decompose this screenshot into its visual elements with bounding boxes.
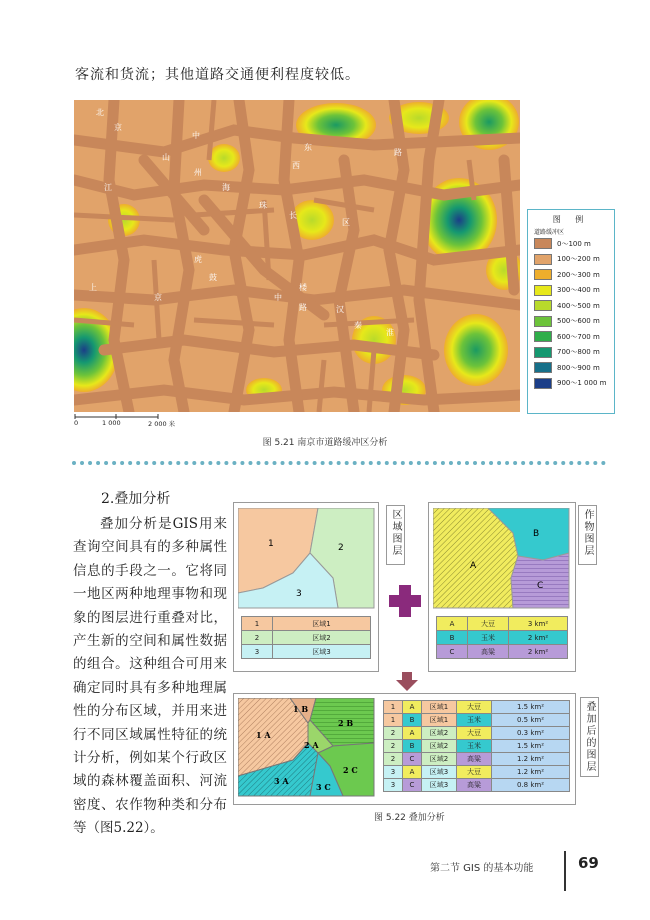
region-table: 1 区域1 2 区域2 3 区域3 <box>241 616 371 659</box>
crop-table: A 大豆 3 km² B 玉米 2 km² C 高粱 2 km² <box>436 616 568 659</box>
table-cell: 2 <box>384 753 403 766</box>
street-label: 鼓 <box>209 273 217 282</box>
table-cell: 1 <box>384 701 403 714</box>
street-label: 州 <box>194 168 202 177</box>
table-cell: 0.8 km² <box>492 779 570 792</box>
table-cell: C <box>403 753 422 766</box>
legend-label: 200～300 m <box>557 270 600 279</box>
street-label: 中 <box>192 131 200 140</box>
poly-label-1B: 1 B <box>293 704 309 714</box>
legend-swatch <box>534 331 552 342</box>
legend-row <box>534 236 614 252</box>
table-row <box>384 753 570 766</box>
crop-layer-map <box>433 508 573 612</box>
legend-title: 图 例 <box>552 215 590 224</box>
map-legend <box>527 209 615 414</box>
street-label: 京 <box>114 123 122 132</box>
street-label: 北 <box>96 108 104 117</box>
poly-label-3A: 3 A <box>274 776 289 786</box>
scale-label-2000: 2 000 米 <box>148 420 176 428</box>
footer-section-title: 第二节 GIS 的基本功能 <box>430 863 534 874</box>
table-row <box>384 779 570 792</box>
legend-swatch <box>534 316 552 327</box>
legend-swatch <box>534 362 552 373</box>
table-cell: B <box>403 714 422 727</box>
legend-swatch <box>534 285 552 296</box>
legend-subtitle: 道路缓冲区 <box>534 229 565 236</box>
crop-layer-label: 作物图层 <box>578 505 597 565</box>
street-label: 京 <box>154 293 162 302</box>
crop-layer-panel <box>428 502 576 672</box>
poly-label-3: 3 <box>296 589 302 599</box>
legend-swatch <box>534 254 552 265</box>
poly-label-2A: 2 A <box>304 740 319 750</box>
table-cell: A <box>403 701 422 714</box>
legend-row <box>534 376 614 392</box>
poly-label-1A: 1 A <box>256 730 271 740</box>
legend-row <box>534 252 614 268</box>
legend-row <box>534 283 614 299</box>
table-cell: 区域1 <box>422 714 457 727</box>
region-layer-label: 区域图层 <box>386 505 405 565</box>
poly-label-B: B <box>533 529 540 539</box>
table-cell: 3 <box>384 766 403 779</box>
table-cell: 1.2 km² <box>492 766 570 779</box>
street-label: 路 <box>394 148 402 157</box>
scale-bar <box>74 414 194 430</box>
table-cell: 区域1 <box>422 701 457 714</box>
legend-swatch <box>534 238 552 249</box>
result-table <box>383 700 570 792</box>
street-label: 山 <box>162 153 170 162</box>
legend-label: 700～800 m <box>557 348 600 357</box>
table-cell: A <box>403 727 422 740</box>
result-layer-label: 叠加后的图层 <box>580 697 599 777</box>
poly-label-A: A <box>470 561 477 571</box>
table-cell: 区域2 <box>422 727 457 740</box>
table-cell: 区域2 <box>422 753 457 766</box>
table-cell: 3 <box>384 779 403 792</box>
street-label: 淮 <box>386 328 394 337</box>
poly-label-1: 1 <box>268 539 274 549</box>
legend-row <box>534 267 614 283</box>
street-label: 中 <box>274 293 282 302</box>
body-text <box>73 513 227 841</box>
table-row <box>384 714 570 727</box>
legend-label: 600～700 m <box>557 332 600 341</box>
legend-row <box>534 298 614 314</box>
legend-swatch <box>534 269 552 280</box>
poly-label-2B: 2 B <box>338 718 354 728</box>
street-label: 区 <box>342 218 350 227</box>
table-cell: 2 <box>384 727 403 740</box>
legend-swatch <box>534 300 552 311</box>
legend-label: 800～900 m <box>557 363 600 372</box>
section-divider <box>72 461 606 465</box>
legend-label: 900～1 000 m <box>557 379 607 388</box>
legend-row <box>534 345 614 361</box>
poly-label-2C: 2 C <box>343 765 358 775</box>
legend-label: 0～100 m <box>557 239 591 248</box>
footer-rule <box>564 851 566 891</box>
street-label: 楼 <box>299 283 307 292</box>
street-label: 汉 <box>336 305 344 314</box>
legend-label: 300～400 m <box>557 286 600 295</box>
street-label: 东 <box>304 143 312 152</box>
result-layer-map <box>238 698 376 798</box>
intro-line: 客流和货流；其他道路交通便利程度较低。 <box>75 67 360 83</box>
table-cell: 1.2 km² <box>492 753 570 766</box>
legend-row <box>534 314 614 330</box>
figure-5-21-caption: 图 5.21 南京市道路缓冲区分析 <box>262 438 388 448</box>
plus-icon <box>387 583 423 619</box>
street-label: 海 <box>222 183 230 192</box>
table-row <box>384 766 570 779</box>
table-row <box>384 740 570 753</box>
legend-label: 100～200 m <box>557 255 600 264</box>
table-cell: 大豆 <box>457 701 492 714</box>
section-heading: 2.叠加分析 <box>101 491 171 507</box>
table-cell: 0.5 km² <box>492 714 570 727</box>
legend-label: 500～600 m <box>557 317 600 326</box>
table-cell: C <box>403 779 422 792</box>
street-label: 上 <box>89 283 97 292</box>
street-label: 西 <box>292 161 300 170</box>
table-cell: A <box>403 766 422 779</box>
table-cell: 区域3 <box>422 779 457 792</box>
legend-row <box>534 360 614 376</box>
poly-label-3C: 3 C <box>316 782 331 792</box>
table-cell: 2 <box>384 740 403 753</box>
poly-label-2: 2 <box>338 543 344 553</box>
table-cell: 大豆 <box>457 766 492 779</box>
table-cell: 高粱 <box>457 779 492 792</box>
table-cell: 区域3 <box>422 766 457 779</box>
street-label: 秦 <box>354 321 362 330</box>
buffer-map <box>74 100 520 412</box>
street-label: 江 <box>104 183 112 192</box>
table-cell: B <box>403 740 422 753</box>
result-layer-panel <box>233 693 576 805</box>
poly-label-C: C <box>537 581 544 591</box>
legend-label: 400～500 m <box>557 301 600 310</box>
scale-label-0: 0 <box>74 419 79 427</box>
table-cell: 1 <box>384 714 403 727</box>
table-row <box>384 701 570 714</box>
scale-label-1000: 1 000 <box>102 419 121 427</box>
region-layer-map <box>238 508 382 612</box>
table-cell: 高粱 <box>457 753 492 766</box>
table-cell: 玉米 <box>457 714 492 727</box>
page-number: 69 <box>578 854 599 872</box>
region-layer-panel <box>233 502 379 672</box>
street-label: 路 <box>299 303 307 312</box>
legend-swatch <box>534 378 552 389</box>
street-label: 长 <box>289 211 297 220</box>
body-paragraph: 叠加分析是GIS用来查询空间具有的多种属性信息的手段之一。它将同一地区两种地理事物和现象的图层进行重叠对比，产生新的空间和属性数据的组合。这种组合可用来确定同时具有多种地理属性的分布区域，并用来进行不同区域属性特征的统计分析，例如某个行政区域的森林覆盖面积、河流密度、农作物种类和分布等（图5.22）。 <box>73 516 227 837</box>
table-cell: 大豆 <box>457 727 492 740</box>
street-label: 虎 <box>194 255 202 264</box>
table-cell: 1.5 km² <box>492 701 570 714</box>
legend-swatch <box>534 347 552 358</box>
table-cell: 1.5 km² <box>492 740 570 753</box>
table-cell: 玉米 <box>457 740 492 753</box>
table-cell: 0.3 km² <box>492 727 570 740</box>
table-row <box>384 727 570 740</box>
street-label: 珠 <box>259 201 267 210</box>
arrow-down-icon <box>396 672 418 692</box>
legend-row <box>534 329 614 345</box>
table-cell: 区域2 <box>422 740 457 753</box>
figure-5-22-caption: 图 5.22 叠加分析 <box>374 813 445 823</box>
